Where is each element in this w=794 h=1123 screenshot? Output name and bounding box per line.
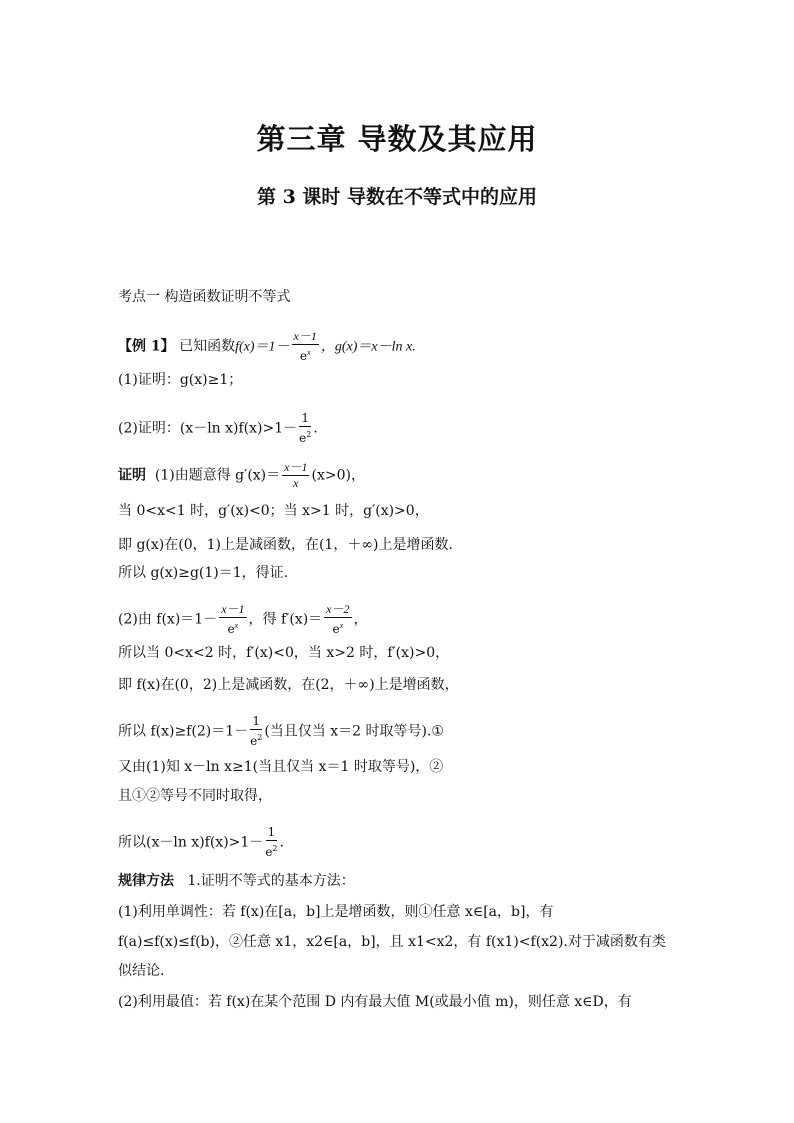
proof-line-3: 即 g(x)在(0，1)上是减函数，在(1，＋∞)上是增函数.	[118, 537, 453, 553]
fraction: $\frac{x-1}{e^x}$	[221, 602, 245, 636]
chapter-title: 第三章 导数及其应用	[256, 122, 538, 156]
method-heading: 规律方法 1.证明不等式的基本方法：	[118, 873, 355, 889]
proof-line-2: 当 0<x<1 时，g′(x)<0；当 x>1 时，g′(x)>0，	[118, 503, 429, 519]
proof-line-8: 所以 f(x)≥f(2)＝1－ $\frac{1}{e^2}$ (当且仅当 x＝2 时取等号).①	[118, 714, 444, 748]
proof-label: 证明	[118, 467, 146, 484]
proof-line-7: 即 f(x)在(0，2)上是减函数，在(2，＋∞)上是增函数，	[118, 677, 459, 693]
fraction: $\frac{x-2}{e^x}$	[326, 602, 350, 636]
method-p1-c: 似结论.	[118, 963, 165, 979]
proof-line-9: 又由(1)知 x－ln x≥1(当且仅当 x＝1 时取等号)，②	[118, 759, 444, 775]
fraction: $\frac{x-1}{e^x}$	[293, 329, 317, 363]
proof-line-1: 证明 (1)由题意得 g′(x)＝ $\frac{x-1}{x}$ (x>0)，	[118, 460, 365, 490]
proof-line-5: (2)由 f(x)＝1－ $\frac{x-1}{e^x}$ ，得 f′(x)＝ $\frac{x-2}{e^x}$ ，	[118, 602, 368, 636]
method-p2: (2)利用最值：若 f(x)在某个范围 D 内有最大值 M(或最小值 m)，则任意 x∈D，有	[118, 994, 632, 1010]
fraction: $\frac{x-1}{x}$	[284, 460, 308, 490]
example-intro: 已知函数	[179, 338, 236, 355]
fx-prefix: f(x)＝1－	[235, 339, 290, 355]
fraction: $\frac{1}{e^2}$	[299, 411, 312, 445]
example-label: 【例 1】	[118, 338, 175, 355]
method-p1-b: f(a)≤f(x)≤f(b)，②任意 x1，x2∈[a，b]，且 x1<x2，有 f(x1)<f(x2).对于减函数有类	[118, 934, 666, 950]
proof-line-11: 所以(x－ln x)f(x)>1－ $\frac{1}{e^2}$ .	[118, 825, 284, 859]
method-p1-a: (1)利用单调性：若 f(x)在[a，b]上是增函数，则①任意 x∈[a，b]，有	[118, 904, 554, 920]
proof-line-10: 且①②等号不同时取得，	[118, 788, 272, 804]
fraction: $\frac{1}{e^2}$	[265, 825, 278, 859]
fraction: $\frac{1}{e^2}$	[250, 714, 263, 748]
lesson-title: 第 3 课时 导数在不等式中的应用	[256, 186, 538, 208]
gx-def: ，g(x)＝x－ln x.	[320, 339, 416, 355]
proof-line-6: 所以当 0<x<2 时，f′(x)<0，当 x>2 时，f′(x)>0，	[118, 645, 450, 661]
proof-line-4: 所以 g(x)≥g(1)＝1，得证.	[118, 565, 289, 581]
point-heading: 考点一 构造函数证明不等式	[118, 289, 291, 305]
part-1: (1)证明：g(x)≥1；	[118, 372, 243, 388]
method-label: 规律方法	[118, 873, 174, 889]
example-line	[118, 330, 416, 363]
part-2: (2)证明：(x－ln x)f(x)>1－ $\frac{1}{e^2}$ .	[118, 411, 318, 445]
